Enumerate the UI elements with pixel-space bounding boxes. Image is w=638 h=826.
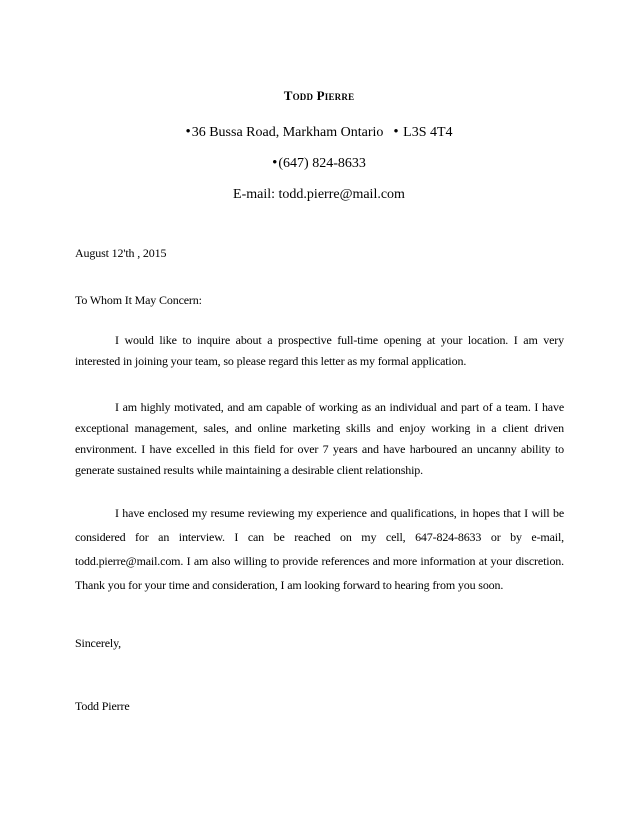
- sender-address: 36 Bussa Road, Markham Ontario: [191, 125, 384, 140]
- paragraph-2-text: I am highly motivated, and am capable of working as an individual and part of a team. I have exceptional management, sales, and online marketing skills and enjoy working in a client driven environment. I have excelled in this field for over 7 years and have harboured an uncanny ability to generate sustained results while maintaining a desirable client relationship.: [75, 400, 564, 477]
- sender-name: Todd Pierre: [283, 88, 355, 103]
- paragraph-2: [75, 397, 564, 481]
- paragraph-3-text: I have enclosed my resume reviewing my experience and qualifications, in hopes that I will be considered for an interview. I can be reached on my cell, 647-824-8633 or by e-mail, todd.pierre@mail.com. I am also willing to provide references and more information at your discretion. Thank you for your time and consideration, I am looking forward to hearing from you soon.: [75, 506, 564, 592]
- sender-phone: (647) 824-8633: [278, 156, 366, 171]
- letter-salutation: To Whom It May Concern:: [75, 293, 202, 307]
- postal-bullet: •: [393, 124, 399, 140]
- paragraph-1-text: I would like to inquire about a prospective full-time opening at your location. I am very interested in joining your team, so please regard this letter as my formal application.: [75, 333, 564, 368]
- paragraph-1: [75, 330, 564, 372]
- sender-postal-code: L3S 4T4: [403, 125, 453, 140]
- letter-date: August 12'th , 2015: [75, 246, 167, 260]
- address-bullet: •: [185, 124, 191, 140]
- letter-signature: Todd Pierre: [75, 699, 130, 713]
- sender-email: E-mail: todd.pierre@mail.com: [233, 187, 405, 202]
- sender-address-line: [0, 124, 638, 141]
- letter-closing: Sincerely,: [75, 636, 122, 650]
- sender-phone-line: [0, 155, 638, 172]
- phone-bullet: •: [272, 155, 278, 171]
- paragraph-3: [75, 501, 564, 597]
